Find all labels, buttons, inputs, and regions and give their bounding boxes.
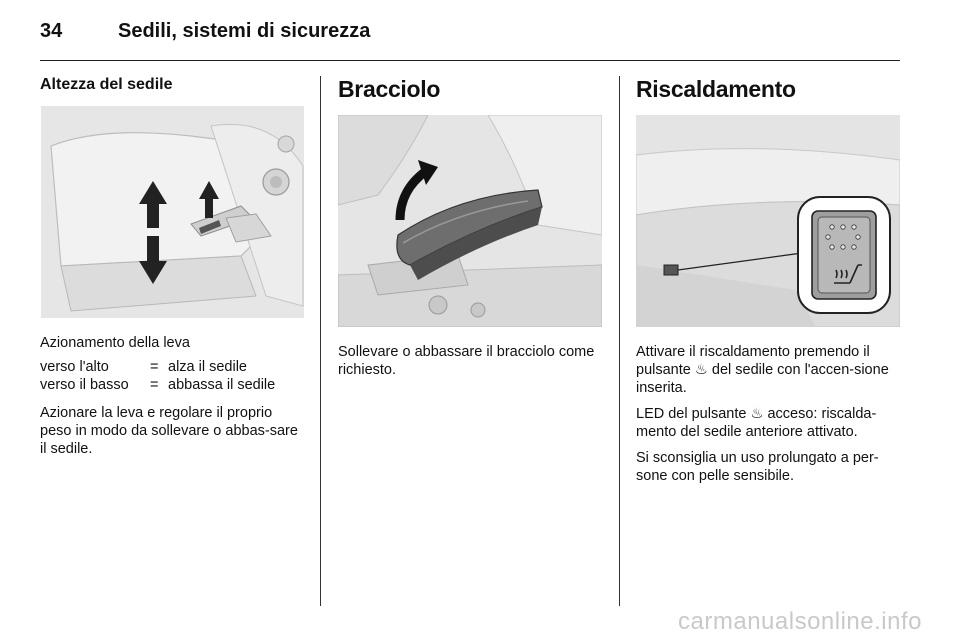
lever-row-value: alza il sedile: [168, 359, 247, 375]
page-number: 34: [40, 20, 63, 42]
column-divider-2: [619, 76, 620, 606]
lever-table: [40, 358, 275, 394]
chapter-title: Sedili, sistemi di sicurezza: [118, 20, 371, 42]
heating-text-2: LED del pulsante ♨ acceso: riscalda-mento del sedile anteriore attivato.: [636, 406, 877, 440]
heating-heading: Riscaldamento: [636, 76, 796, 102]
section-armrest: [338, 72, 603, 387]
column-divider-1: [320, 76, 321, 606]
lever-row-sep: =: [150, 359, 159, 375]
page-header: [40, 18, 900, 58]
watermark: carmanualsonline.info: [678, 608, 922, 635]
section-heating: [636, 72, 902, 493]
armrest-heading: Bracciolo: [338, 76, 441, 102]
heating-text-3: Si sconsiglia un uso prolungato a per-sone con pelle sensibile.: [636, 450, 879, 484]
header-rule: [40, 60, 900, 61]
armrest-text: Sollevare o abbassare il bracciolo come richiesto.: [338, 344, 595, 378]
seat-height-caption: Azionamento della leva: [40, 335, 190, 351]
lever-row-value: abbassa il sedile: [168, 377, 276, 393]
lever-row-up: [40, 358, 275, 376]
seat-height-heading: Altezza del sedile: [40, 76, 173, 93]
section-seat-height: [40, 72, 305, 466]
lever-row-sep: =: [150, 377, 159, 393]
lever-row-key: verso l'alto: [40, 359, 109, 375]
heating-figure: [636, 115, 900, 327]
heating-text-1: Attivare il riscaldamento premendo il pulsante ♨ del sedile con l'accen-sione inserita.: [636, 344, 889, 396]
armrest-figure: [338, 115, 602, 327]
lever-row-key: verso il basso: [40, 377, 129, 393]
seat-height-figure: [41, 106, 304, 318]
lever-row-down: [40, 376, 275, 394]
seat-height-text: Azionare la leva e regolare il proprio peso in modo da sollevare o abbas-sare il sedile.: [40, 405, 298, 457]
